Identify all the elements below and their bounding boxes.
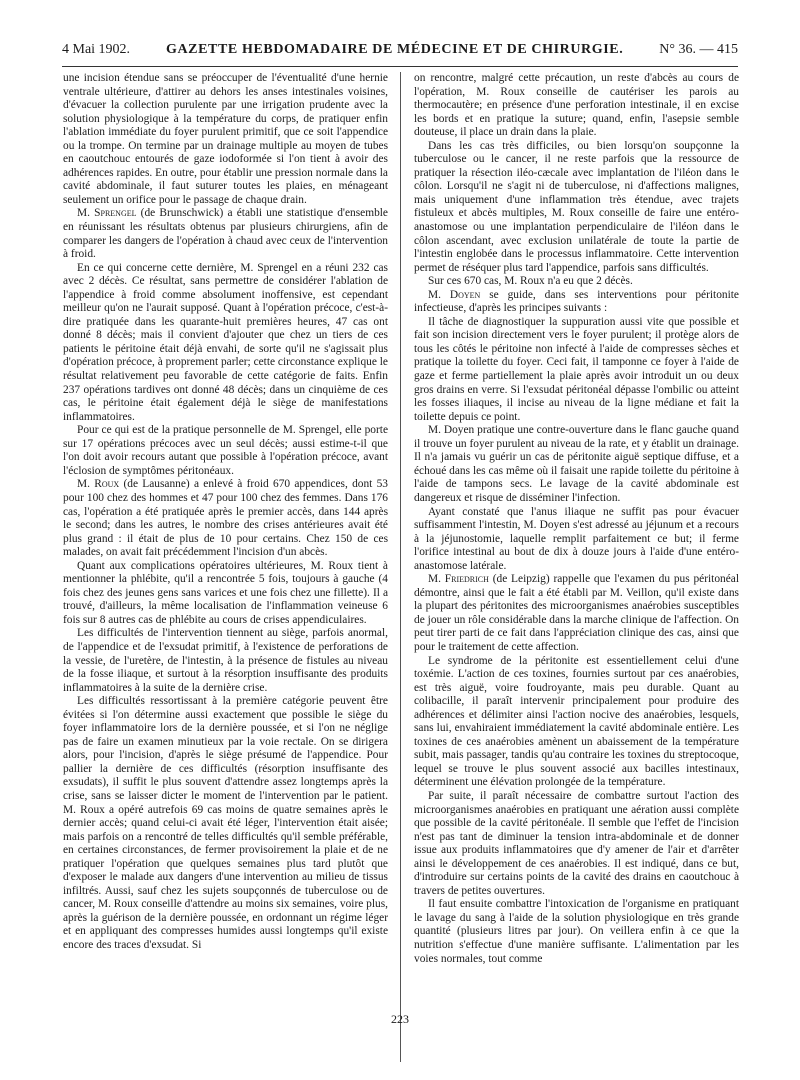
page-folio: 223 (391, 1012, 409, 1026)
paragraph-text: se guide, dans ses interventions pour péritonite infectieuse, d'après les principes suivants : (414, 288, 739, 315)
running-header (62, 42, 738, 64)
paragraph-text: (de Leipzig) rappelle que l'examen du pus péritonéal démontre, ainsi que le fait a été établi par M. Veillon, qu'il existe dans la plupart des péritonites des microorganismes anaérobies susceptibles de jouer un rôle considérable dans la marche clinique de l'affection. On peut tirer parti de ce fait dans l'appréciation clinique des cas, ainsi que pour le traitement de cette affection. (414, 573, 739, 653)
paragraph: Ayant constaté que l'anus iliaque ne suffit pas pour évacuer suffisamment l'intestin, M. Doyen s'est adressé au jéjunum et a recours à la jéjunostomie, laquelle remplit parfaitement ce but; il ferme l'orifice intestinal au bout de dix à douze jours à l'aide d'une entéro-anastomose latérale. (414, 505, 739, 572)
paragraph: Dans les cas très difficiles, ou bien lorsqu'on soupçonne la tuberculose ou le cancer, il ne reste parfois que la ressource de pratiquer la résection iléo-cæcale avec implantation de l'iléon dans le côlon. Lorsqu'il ne s'agit ni de tuberculose, ni d'affections malignes, mais uniquement d'une inflammation très étendue, avec trajets fistuleux et abcès multiples, M. Roux conseille de faire une entéro-anastomose ou une implantation perpendiculaire de l'iléon dans le côlon ascendant, avec exclusion unilatérale de toute la partie de l'intestin englobée dans le processus inflammatoire. Cette intervention permet de réséquer plus tard l'appendice, parfois sans difficultés. (414, 139, 739, 274)
header-rule (62, 66, 738, 67)
author-name: M. Sprengel (77, 207, 137, 220)
paragraph: Par suite, il paraît nécessaire de combattre surtout l'action des microorganismes anaérobies en pratiquant une aération aussi complète que possible de la cavité péritonéale. Il semble que l'effet de l'incision n'est pas tant de diminuer la tension intra-abdominale et de donner issue aux produits inflammatoires que d'y amener de l'air et d'arrêter ainsi le développement de ces anaérobies. Il est indiqué, dans ce but, d'introduire sur certains points de la cavité des drains en caoutchouc à travers de petites ouvertures. (414, 789, 739, 897)
paragraph-text: (de Brunschwick) a établi une statistique d'ensemble en réunissant les résultats obtenus par plusieurs chirurgiens, afin de comparer les dangers de l'opération à chaud avec ceux de l'intervention à froid. (63, 207, 388, 261)
paragraph: Sur ces 670 cas, M. Roux n'a eu que 2 décès. (428, 275, 633, 288)
paragraph (414, 573, 739, 654)
paragraph: M. Doyen pratique une contre-ouverture dans le flanc gauche quand il trouve un foyer purulent au niveau de la rate, et y établit un drainage. Il n'a jamais vu guérir un cas de péritonite aiguë septique diffuse, et a échoué dans les cas même où il faisait une rapide toilette du péritoine à l'aide de tampons secs. Le lavage de la cavité abdominale est dangereux et risque de disséminer l'infection. (414, 424, 739, 504)
paragraph: une incision étendue sans se préoccuper de l'éventualité d'une hernie ventrale ultérieure, d'attirer au dehors les anses intestinales voisines, d'évacuer la collection purulente par une irrigation prudente avec la solution physiologique à la température du corps, de pratiquer enfin l'ablation immédiate du foyer purulent primitif, que ce soit l'appendice ou la trompe. On termine par un drainage multiple au moyen de tubes en caoutchouc entourés de gaze iodoformée si l'on tient à avoir des adhérences rapides. En outre, pour établir une pression normale dans la cavité abdominale, il faut suturer toutes les plaies, en ménageant seulement un orifice pour le passage de chaque drain. (63, 72, 388, 206)
paragraph: Il tâche de diagnostiquer la suppuration aussi vite que possible et fait son incision directement vers le foyer purulent; il protège alors de tous les côtés le péritoine non infecté à l'aide de compresses sèches et pratique la toilette du foyer. Ceci fait, il tamponne ce foyer à l'aide de gaze et ferme partiellement la plaie après avoir introduit un ou deux gros drains en verre. Si l'exsudat péritonéal dépasse l'ombilic ou atteint les fosses iliaques, il incise au niveau de la ligne médiane et fait la toilette depuis ce point. (414, 315, 739, 423)
issue-and-page-number: N° 36. — 415 (659, 42, 738, 57)
left-column (63, 72, 388, 1072)
column-divider (400, 72, 401, 1062)
paragraph: Le syndrome de la péritonite est essentiellement celui d'une toxémie. L'action de ces toxines, fournies surtout par ces anaérobies, est très aiguë, voire foudroyante, mais peu durable. Quant au colibacille, il paraît intervenir principalement pour produire des adhérences et délimiter ainsi l'action nocive des anaérobies, lesquels, sans lui, envahiraient immédiatement la cavité abdominale entière. Les toxines de ces anaérobies amènent un abaissement de la température subit, mais passager, tandis qu'au contraire les toxines du streptocoque, lequel se trouve le plus souvent associé aux bacilles intestinaux, déterminent une élévation prolongée de la température. (414, 654, 739, 789)
paragraph: Les difficultés de l'intervention tiennent au siège, parfois anormal, de l'appendice et de l'exsudat primitif, à l'existence de perforations de la vessie, de l'uretère, de l'intestin, à la présence de fistules au niveau de la fosse iliaque, et surtout à la résorption insuffisante des produits inflammatoires à la suite de la dernière crise. (63, 627, 388, 694)
paragraph: Quant aux complications opératoires ultérieures, M. Roux tient à mentionner la phlébite, qu'il a rencontrée 5 fois, toujours à gauche (4 fois chez des jeunes gens sans varices et une fois chez une fillette). Il a trouvé, d'ailleurs, la même localisation de l'inflammation veineuse 6 fois sur 8 autres cas de phlébite au cours de crises appendiculaires. (63, 559, 388, 626)
author-name: M. Doyen (428, 288, 481, 301)
author-name: M. Roux (77, 478, 120, 491)
paragraph (63, 207, 388, 261)
author-name: M. Friedrich (428, 573, 489, 586)
paragraph: Pour ce qui est de la pratique personnelle de M. Sprengel, elle porte sur 17 opérations précoces avec un seul décès; aussi estime-t-il que l'on doit avoir recours autant que possible à l'opération précoce, avant l'éclosion de symptômes péritonéaux. (63, 424, 388, 477)
paragraph: on rencontre, malgré cette précaution, un reste d'abcès au cours de l'opération, M. Roux conseille de cautériser les parois au thermocautère; en présence d'une perforation intestinale, il en excise les bords et en pratique la suture; quand, enfin, l'asepsie semble douteuse, il place un drain dans la plaie. (414, 72, 739, 139)
issue-date: 4 Mai 1902. (62, 42, 131, 57)
paragraph (63, 478, 388, 559)
paragraph-text: (de Lausanne) a enlevé à froid 670 appendices, dont 53 pour 100 chez des hommes et 47 pour 100 chez des femmes. Dans 176 cas, l'opération a été pratiquée après le premier accès, dans 144 après le second; dans les autres, le nombre des crises antérieures avait été plus grand : il était de plus de 10 pour certains. Chez 150 de ces malades, on avait fait précédemment l'incision d'un abcès. (63, 478, 388, 559)
paragraph: Les difficultés ressortissant à la première catégorie peuvent être évitées si l'on détermine aussi exactement que possible le siège du foyer inflammatoire lors de la dernière poussée, et si l'on ne néglige pas de faire un examen minutieux par la voie rectale. On se dirigera alors, pour l'incision, d'après le siège présumé de l'appendice. Pour pallier la dernière de ces difficultés (résorption insuffisante des exsudats), il suffit le plus souvent d'attendre assez longtemps après la crise, sans se laisser dicter le moment de l'intervention par le patient. M. Roux a opéré autrefois 69 cas moins de quatre semaines après le dernier accès; quand celui-ci avait été léger, l'intervention était aisée; mais parfois on a rencontré de telles difficultés qu'il semble préférable, en certaines circonstances, de fermer provisoirement la plaie et de ne pratiquer l'opération que quelques semaines plus tard plutôt que d'exposer le malade aux dangers d'une intervention au milieu de tissus infiltrés. Aussi, sauf chez les sujets soupçonnés de tuberculose ou de cancer, M. Roux conseille d'attendre au moins six semaines, voire plus, après la guérison de la dernière poussée, en ordonnant un régime léger et en appliquant des compresses humides aussi longtemps qu'il existe encore des traces d'exsudat. Si (63, 695, 388, 951)
journal-title: GAZETTE HEBDOMADAIRE DE MÉDECINE ET DE CHIRURGIE. (165, 42, 624, 57)
paragraph: En ce qui concerne cette dernière, M. Sprengel en a réuni 232 cas avec 2 décès. Ce résultat, sans permettre de considérer l'ablation de l'appendice à froid comme absolument inoffensive, est cependant meilleur qu'on ne l'aurait supposé. Quant à l'opération précoce, c'est-à-dire pratiquée dans les quarante-huit premières heures, 47 cas ont donné 8 décès; mais il convient d'ajouter que chez un tiers de ces patients le péritoine était déjà envahi, de sorte qu'il ne s'agissait plus d'opération précoce, à proprement parler; cette circonstance explique le résultat relativement peu favorable de cette catégorie de faits. Enfin 237 opérations tardives ont donné 48 décès; dans un cinquième de ces cas, le péritoine était également déjà le siège de manifestations inflammatoires. (63, 261, 388, 423)
right-column (414, 72, 739, 1072)
paragraph (414, 289, 739, 316)
paragraph: Il faut ensuite combattre l'intoxication de l'organisme en pratiquant le lavage du sang à l'aide de la solution physiologique en très grande quantité (plusieurs litres par jour). On veillera enfin à ce que la nutrition s'effectue d'une manière suffisante. L'alimentation par les voies normales, tout comme (414, 898, 739, 965)
